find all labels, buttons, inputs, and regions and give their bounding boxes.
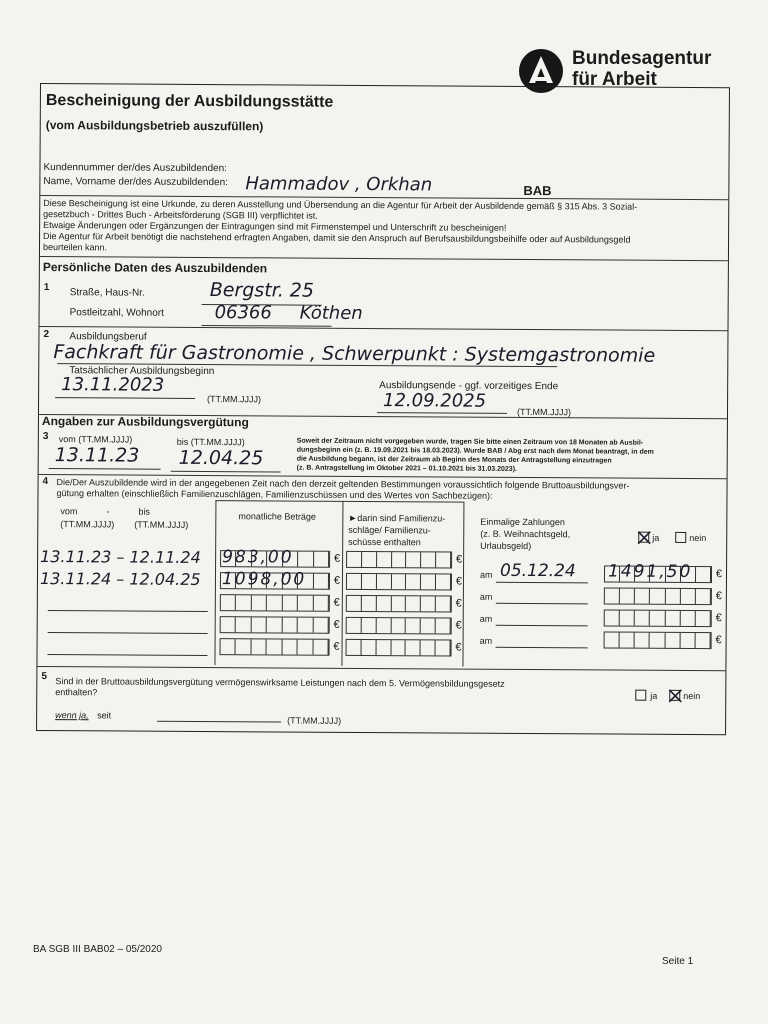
- since-date-field[interactable]: [157, 721, 281, 723]
- onetime-amount-field[interactable]: [604, 609, 722, 627]
- monthly-amount-field[interactable]: [220, 638, 340, 656]
- q5-line-2: enthalten?: [55, 687, 98, 698]
- vwl-yes-label: ja: [650, 690, 658, 701]
- period-line: [48, 654, 208, 656]
- col-to-format: (TT.MM.JJJJ): [134, 519, 189, 530]
- column-divider: [341, 501, 343, 666]
- agency-name: [572, 48, 711, 90]
- q4-line-1: Die/Der Auszubildende wird in der angegebenen Zeit nach den derzeit geltenden Bestimmungen voraussichtlich folgende Bruttoausbildungsver-: [56, 477, 630, 491]
- col-from: vom: [60, 506, 78, 517]
- item-number-4: 4: [42, 476, 49, 488]
- q5-if-yes: wenn ja,: [55, 710, 89, 721]
- col-onetime-3: Urlaubsgeld): [480, 540, 532, 552]
- period-line: [48, 632, 208, 634]
- divider: [37, 666, 725, 671]
- onetime-yes-label: ja: [652, 532, 660, 543]
- period-row-2[interactable]: 13.11.24 – 12.04.25: [39, 569, 201, 589]
- monthly-value-row-2: 1098,00: [221, 569, 307, 590]
- currency-symbol: €: [333, 618, 340, 631]
- onetime-am-label: am: [479, 569, 493, 580]
- currency-symbol: €: [715, 634, 722, 647]
- period-note-4: (z. B. Antragstellung im Oktober 2021 – 01.10.2021 bis 31.03.2023).: [296, 464, 518, 473]
- q5-since: seit: [97, 710, 112, 721]
- col-family-2: schläge/ Familienzu-: [348, 524, 431, 536]
- vwl-no-checkbox[interactable]: [669, 690, 680, 701]
- onetime-date-underline: [496, 625, 588, 627]
- currency-symbol: €: [333, 552, 341, 565]
- onetime-amount-field[interactable]: [604, 631, 722, 649]
- intro-line-3: Etwaige Änderungen oder Ergänzungen der Eintragungen sind mit Firmenstempel und Unterschrift zu bescheinigen!: [43, 220, 507, 233]
- brand-line-1: Bundesagentur: [572, 48, 712, 69]
- currency-symbol: €: [455, 575, 462, 588]
- col-dash: -: [106, 506, 110, 517]
- from-label: vom (TT.MM.JJJJ): [58, 434, 133, 445]
- column-divider: [214, 500, 216, 665]
- currency-symbol: €: [333, 596, 340, 609]
- intro-line-1: Diese Bescheinigung ist eine Urkunde, zu deren Ausstellung und Übersendung an die Agentur für Arbeit der Ausbildende gemäß § 315 Abs. 3 Sozial-: [43, 198, 638, 212]
- since-format: (TT.MM.JJJJ): [287, 715, 342, 726]
- currency-symbol: €: [333, 574, 341, 587]
- family-amount-field[interactable]: [346, 639, 462, 657]
- period-note-3: die Ausbildung begann, ist der Zeitraum ab Beginn des Monats der Antragstellung einzutragen: [296, 455, 612, 465]
- onetime-am-label: am: [479, 635, 493, 646]
- street-label: Straße, Haus-Nr.: [69, 287, 145, 299]
- currency-symbol: €: [715, 568, 723, 581]
- col-onetime-1: Einmalige Zahlungen: [480, 516, 565, 528]
- onetime-am-label: am: [479, 591, 493, 602]
- form-title: Bescheinigung der Ausbildungsstätte: [45, 92, 334, 111]
- divider: [40, 326, 728, 331]
- checkmark-icon: [667, 688, 683, 704]
- currency-symbol: €: [455, 641, 462, 654]
- onetime-date-underline: [496, 603, 588, 605]
- end-value[interactable]: 12.09.2025: [383, 390, 487, 412]
- currency-symbol: €: [455, 597, 462, 610]
- form-id: BA SGB III BAB02 – 05/2020: [33, 944, 162, 955]
- street-value[interactable]: Bergstr. 25: [209, 279, 315, 302]
- to-underline: [171, 471, 281, 473]
- item-number-3: 3: [42, 431, 49, 443]
- item-number-5: 5: [41, 671, 47, 683]
- start-label: Tatsächlicher Ausbildungsbeginn: [69, 365, 215, 378]
- intro-line-5: beurteilen kann.: [42, 242, 108, 253]
- start-format: (TT.MM.JJJJ): [207, 394, 262, 405]
- family-amount-field[interactable]: [346, 573, 462, 591]
- vwl-yes-checkbox[interactable]: [635, 690, 646, 701]
- zip-value[interactable]: 06366: [214, 302, 272, 324]
- occupation-label: Ausbildungsberuf: [69, 331, 147, 343]
- onetime-no-checkbox[interactable]: [675, 532, 686, 543]
- monthly-amount-field[interactable]: [220, 616, 340, 634]
- q4-line-2: gütung erhalten (einschließlich Familienzuschlägen, Familienzuschüssen und des Wertes von Sachbezügen):: [56, 488, 493, 501]
- col-to: bis: [138, 506, 150, 517]
- col-onetime-2: (z. B. Weihnachtsgeld,: [480, 528, 571, 540]
- name-value[interactable]: Hammadov , Orkhan: [245, 173, 433, 196]
- column-divider: [462, 502, 464, 667]
- start-value[interactable]: 13.11.2023: [61, 374, 165, 396]
- period-note-2: dungsbeginn ein (z. B. 19.09.2021 bis 18.03.2023). Wurde BAB / Abg erst nach dem Monat beantragt, in dem: [296, 446, 654, 456]
- form-subtitle: (vom Ausbildungsbetrieb auszufüllen): [45, 118, 264, 134]
- section-personal-title: Persönliche Daten des Auszubildenden: [42, 260, 268, 276]
- certificate-form: [36, 83, 730, 735]
- period-line: [48, 610, 208, 612]
- name-label: Name, Vorname der/des Auszubildenden:: [43, 176, 228, 189]
- onetime-yes-checkbox[interactable]: [638, 532, 649, 543]
- monthly-value-row-1: 983,00: [222, 547, 294, 568]
- page-number: Seite 1: [662, 956, 694, 967]
- currency-symbol: €: [715, 590, 722, 603]
- onetime-date-value[interactable]: 05.12.24: [499, 560, 576, 582]
- end-format: (TT.MM.JJJJ): [516, 406, 572, 418]
- table-top: [215, 500, 463, 503]
- intro-line-4: Die Agentur für Arbeit benötigt die nachstehend erfragten Angaben, damit sie den Anspruch auf Berufsausbildungsbeihilfe oder auf Ausbildungsgeld: [43, 231, 631, 245]
- customer-number-label: Kundennummer der/des Auszubildenden:: [43, 162, 227, 175]
- period-note-1: Soweit der Zeitraum nicht vorgegeben wurde, tragen Sie bitte einen Zeitraum von 18 Monaten ab Ausbil-: [296, 437, 644, 447]
- brand-line-2: für Arbeit: [572, 69, 657, 90]
- family-amount-field[interactable]: [346, 551, 463, 569]
- q5-line-1: Sind in der Bruttoausbildungsvergütung vermögenswirksame Leistungen nach dem 5. Vermögensbildungsgesetz: [55, 676, 505, 689]
- end-label: Ausbildungsende - ggf. vorzeitiges Ende: [379, 380, 559, 393]
- from-underline: [49, 468, 161, 470]
- currency-symbol: €: [455, 619, 462, 632]
- family-amount-field[interactable]: [346, 595, 462, 613]
- currency-symbol: €: [715, 612, 722, 625]
- city-value[interactable]: Köthen: [299, 302, 363, 324]
- col-family-1: ►darin sind Familienzu-: [348, 512, 446, 524]
- col-family-3: schüsse enthalten: [348, 536, 421, 548]
- onetime-amount-value: 1491,50: [607, 561, 693, 582]
- to-label: bis (TT.MM.JJJJ): [176, 436, 245, 448]
- monthly-amount-field[interactable]: [220, 594, 340, 612]
- form-code: BAB: [523, 182, 552, 199]
- currency-symbol: €: [455, 553, 463, 566]
- currency-symbol: €: [333, 640, 340, 653]
- onetime-am-label: am: [479, 613, 493, 624]
- item-number-2: 2: [43, 329, 50, 341]
- zip-label: Postleitzahl, Wohnort: [69, 307, 164, 319]
- onetime-amount-field[interactable]: [604, 587, 722, 605]
- onetime-no-label: nein: [689, 532, 707, 544]
- vwl-no-label: nein: [683, 690, 701, 702]
- end-underline: [377, 412, 507, 414]
- family-amount-field[interactable]: [346, 617, 462, 635]
- period-row-1[interactable]: 13.11.23 – 12.11.24: [40, 547, 201, 567]
- checkmark-icon: [636, 530, 652, 546]
- onetime-date-underline: [496, 647, 588, 649]
- to-value[interactable]: 12.04.25: [178, 446, 264, 470]
- occupation-value[interactable]: Fachkraft für Gastronomie , Schwerpunkt : Systemgastronomie: [53, 341, 656, 367]
- section-pay-title: Angaben zur Ausbildungsvergütung: [41, 414, 249, 430]
- start-underline: [55, 397, 195, 399]
- col-from-format: (TT.MM.JJJJ): [60, 519, 115, 530]
- col-monthly: monatliche Beträge: [238, 511, 316, 522]
- from-value[interactable]: 13.11.23: [54, 444, 140, 467]
- intro-line-2: gesetzbuch - Drittes Buch - Arbeitsförderung (SGB III) verpflichtet ist.: [43, 209, 318, 221]
- onetime-date-underline: [496, 582, 588, 584]
- item-number-1: 1: [43, 282, 50, 294]
